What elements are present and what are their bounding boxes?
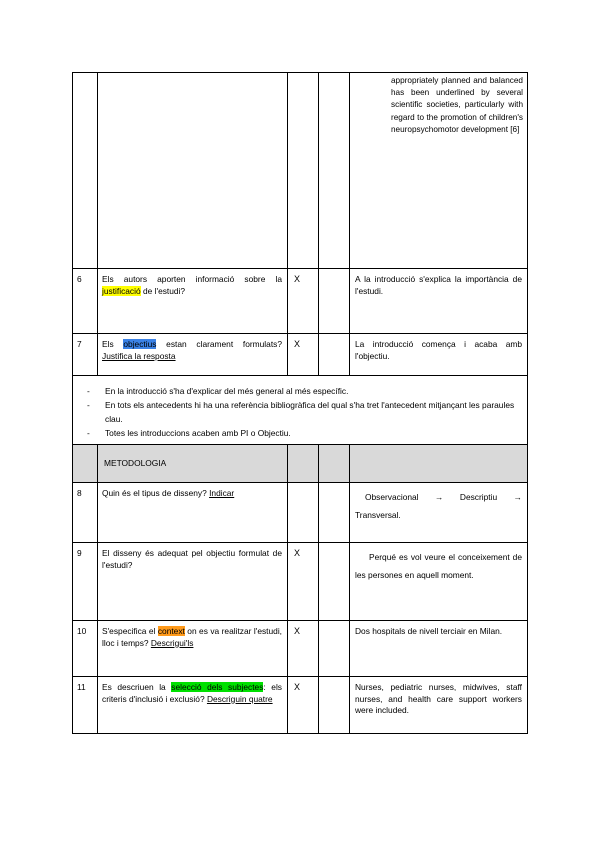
question-text: Es descriuen la bbox=[102, 682, 172, 692]
table-row bbox=[73, 483, 528, 543]
note-item: - En la introducció s'ha d'explicar del més general al més específic. bbox=[87, 384, 519, 398]
section-empty-cell bbox=[350, 445, 528, 483]
question-cell bbox=[98, 73, 288, 269]
answer-cell: appropriately planned and balanced has been underlined by several scientific societies, particularly with regard to the promotion of children's neuropsychomotor development [6] bbox=[350, 73, 528, 269]
question-text: Quin és el tipus de disseny? bbox=[102, 488, 210, 498]
instruction-text: Descrigui'ls bbox=[150, 637, 194, 648]
section-empty-cell bbox=[73, 445, 98, 483]
no-mark-cell bbox=[319, 677, 350, 734]
table-row bbox=[73, 621, 528, 677]
evaluation-table-container bbox=[72, 72, 527, 734]
no-mark-cell bbox=[319, 334, 350, 376]
row-number-cell bbox=[73, 73, 98, 269]
row-number: 11 bbox=[73, 677, 98, 734]
question-text: Els autors aporten informació sobre la bbox=[102, 274, 282, 284]
row-number: 8 bbox=[73, 483, 98, 543]
table-row bbox=[73, 543, 528, 621]
question-text: Els bbox=[102, 339, 124, 349]
answer-cell: Nurses, pediatric nurses, midwives, staff nurses, and health care support workers were included. bbox=[350, 677, 528, 734]
row-number: 6 bbox=[73, 269, 98, 334]
yes-mark bbox=[288, 483, 319, 543]
row-number: 7 bbox=[73, 334, 98, 376]
yes-mark: X bbox=[288, 677, 319, 734]
question-cell bbox=[98, 269, 288, 334]
question-cell: El disseny és adequat pel objectiu formulat de l'estudi? bbox=[98, 543, 288, 621]
question-cell bbox=[98, 677, 288, 734]
table-row bbox=[73, 677, 528, 734]
no-mark-cell bbox=[319, 483, 350, 543]
answer-cell: Dos hospitals de nivell terciair en Milan. bbox=[350, 621, 528, 677]
question-cell bbox=[98, 621, 288, 677]
section-title: METODOLOGIA bbox=[98, 445, 288, 483]
section-header-row bbox=[73, 445, 528, 483]
highlighted-term: selecció dels subjectes bbox=[171, 682, 264, 692]
answer-cell: La introducció comença i acaba amb l'objectiu. bbox=[350, 334, 528, 376]
highlighted-term: justificació bbox=[102, 285, 141, 296]
evaluation-table bbox=[72, 72, 528, 734]
table-row bbox=[73, 269, 528, 334]
answer-cell: A la introducció s'explica la importància de l'estudi. bbox=[350, 269, 528, 334]
no-mark-cell bbox=[319, 621, 350, 677]
answer-cell: Observacional → Descriptiu → Transversal. bbox=[350, 483, 528, 543]
yes-mark: X bbox=[288, 334, 319, 376]
note-item: - En tots els antecedents hi ha una referència bibliogràfica del qual s'ha tret l'antecedent mitjançant les paraules clau. bbox=[87, 398, 519, 426]
notes-row bbox=[73, 376, 528, 445]
answer-cell: Perqué es vol veure el conceixement de les persones en aquell moment. bbox=[350, 543, 528, 621]
instruction-text: Descriguin quatre bbox=[206, 693, 273, 704]
note-item: - Totes les introduccions acaben amb PI o Objectiu. bbox=[87, 426, 519, 440]
question-cell bbox=[98, 334, 288, 376]
instruction-text: Indicar bbox=[209, 488, 235, 498]
row-number: 9 bbox=[73, 543, 98, 621]
no-mark-cell bbox=[319, 269, 350, 334]
question-text: estan clarament formulats? bbox=[156, 339, 282, 349]
no-mark-cell bbox=[319, 73, 350, 269]
notes-list bbox=[87, 384, 519, 440]
question-text: on es va realitzar l'estudi, lloc i temps? bbox=[102, 626, 283, 648]
highlighted-term: context bbox=[157, 626, 185, 636]
yes-mark: X bbox=[288, 621, 319, 677]
question-text: S'especifica el bbox=[102, 626, 158, 636]
yes-mark: X bbox=[288, 269, 319, 334]
question-text: : els criteris d'inclusió i exclusió? bbox=[102, 682, 282, 704]
table-row bbox=[73, 73, 528, 269]
table-row bbox=[73, 334, 528, 376]
question-text: de l'estudi? bbox=[140, 285, 186, 296]
row-number: 10 bbox=[73, 621, 98, 677]
section-empty-cell bbox=[288, 445, 319, 483]
section-empty-cell bbox=[319, 445, 350, 483]
yes-mark-cell bbox=[288, 73, 319, 269]
highlighted-term: objectius bbox=[123, 339, 157, 349]
no-mark-cell bbox=[319, 543, 350, 621]
question-cell bbox=[98, 483, 288, 543]
instruction-text: Justifica la resposta bbox=[102, 350, 176, 361]
notes-cell bbox=[73, 376, 528, 445]
yes-mark: X bbox=[288, 543, 319, 621]
